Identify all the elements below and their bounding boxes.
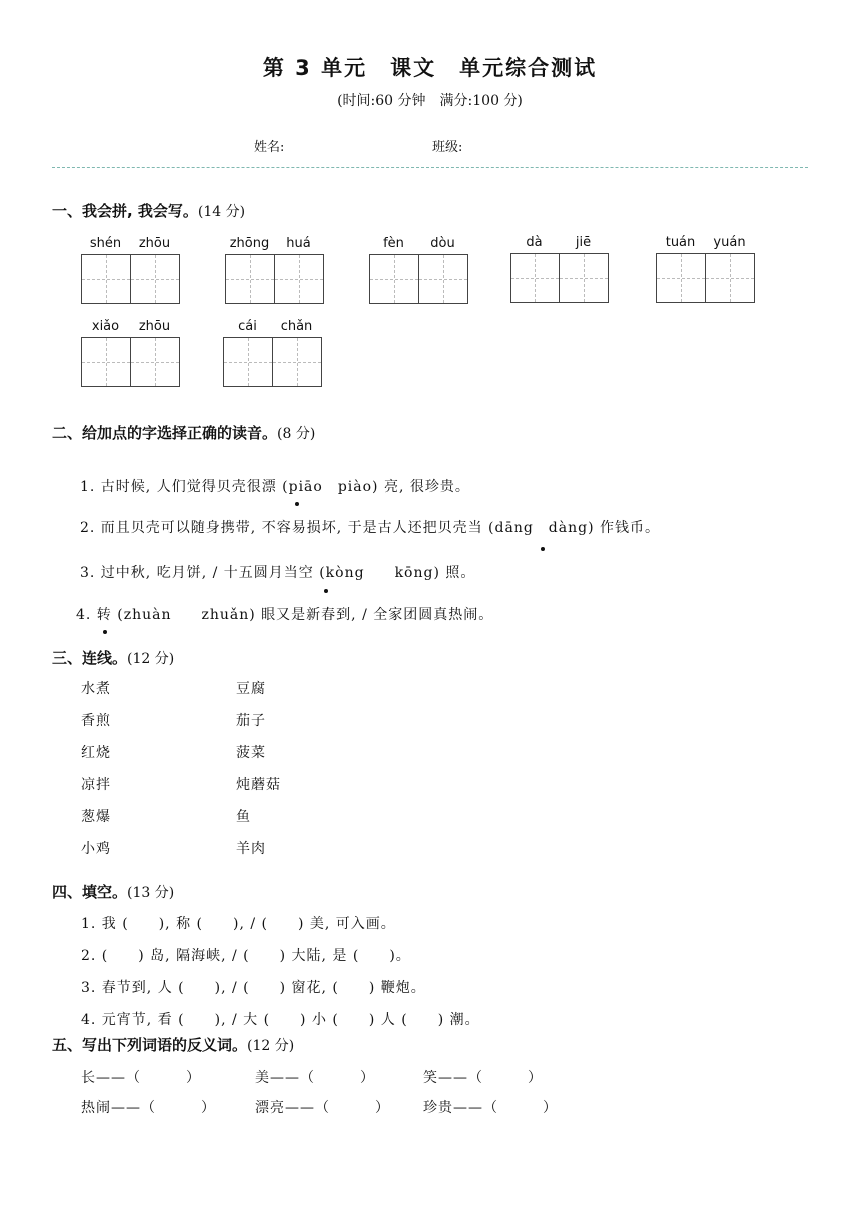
pinyin-label: fèn (383, 236, 404, 251)
pinyin-group (369, 236, 467, 304)
section3-title: 三、连线。 (52, 649, 128, 667)
fill-blank-item[interactable]: 3. 春节到, 人 ( ), / ( ) 窗花, ( ) 鞭炮。 (81, 980, 426, 996)
emphasis-dot (295, 502, 299, 506)
pinyin-label: tuán (665, 235, 696, 250)
match-right-item[interactable]: 豆腐 (236, 681, 266, 697)
section1-heading (52, 200, 245, 221)
writing-box[interactable] (656, 253, 706, 303)
pinyin-group (225, 236, 323, 304)
writing-box[interactable] (510, 253, 560, 303)
antonym-item[interactable]: 美——（ ） (255, 1070, 375, 1086)
match-right-item[interactable]: 炖蘑菇 (236, 777, 281, 793)
match-left-item[interactable]: 小鸡 (81, 841, 111, 857)
pinyin-label: dòu (430, 236, 455, 251)
pinyin-label: zhōng (229, 236, 270, 251)
section5-title: 五、写出下列词语的反义词。 (52, 1036, 248, 1054)
writing-box[interactable] (274, 254, 324, 304)
pinyin-group (81, 236, 179, 304)
divider (52, 167, 808, 168)
question-item: 1. 古时候, 人们觉得贝壳很漂 (piāo piào) 亮, 很珍贵。 (80, 479, 470, 495)
writing-box[interactable] (559, 253, 609, 303)
writing-box[interactable] (705, 253, 755, 303)
match-left-item[interactable]: 葱爆 (81, 809, 111, 825)
class-label: 班级: (432, 140, 463, 155)
question-item: 3. 过中秋, 吃月饼, / 十五圆月当空 (kòng kōng) 照。 (80, 565, 476, 581)
section3-points: (12 分) (127, 651, 175, 667)
writing-box[interactable] (81, 254, 131, 304)
pinyin-label: zhōu (138, 236, 171, 251)
writing-box[interactable] (418, 254, 468, 304)
pinyin-label: shén (89, 236, 122, 251)
match-left-item[interactable]: 香煎 (81, 713, 111, 729)
emphasis-dot (324, 589, 328, 593)
match-left-item[interactable]: 红烧 (81, 745, 111, 761)
pinyin-group (223, 319, 321, 387)
section5-heading (52, 1034, 294, 1055)
emphasis-dot (103, 630, 107, 634)
name-label: 姓名: (254, 140, 285, 155)
match-left-item[interactable]: 水煮 (81, 681, 111, 697)
pinyin-label: yuán (713, 235, 746, 250)
pinyin-group (510, 235, 608, 303)
section1-title: 一、我会拼, 我会写。 (52, 202, 198, 220)
section5-points: (12 分) (247, 1038, 295, 1054)
fill-blank-item[interactable]: 2. ( ) 岛, 隔海峡, / ( ) 大陆, 是 ( )。 (81, 948, 411, 964)
section4-title: 四、填空。 (52, 883, 128, 901)
match-left-item[interactable]: 凉拌 (81, 777, 111, 793)
emphasis-dot (541, 547, 545, 551)
pinyin-label: chǎn (280, 319, 313, 334)
section4-heading (52, 881, 174, 902)
pinyin-label: dà (526, 235, 543, 250)
exam-meta: (时间:60 分钟 满分:100 分) (337, 93, 523, 109)
fill-blank-item[interactable]: 1. 我 ( ), 称 ( ), / ( ) 美, 可入画。 (81, 916, 396, 932)
writing-box[interactable] (81, 337, 131, 387)
antonym-item[interactable]: 珍贵——（ ） (423, 1100, 558, 1116)
page-title: 第 3 单元 课文 单元综合测试 (262, 56, 598, 80)
section1-points: (14 分) (197, 204, 246, 220)
match-right-item[interactable]: 鱼 (236, 809, 251, 825)
writing-box[interactable] (369, 254, 419, 304)
question-item: 2. 而且贝壳可以随身携带, 不容易损坏, 于是古人还把贝壳当 (dāng dàng) 作钱币。 (80, 520, 661, 536)
pinyin-label: xiǎo (91, 319, 120, 334)
antonym-item[interactable]: 漂亮——（ ） (255, 1100, 390, 1116)
match-right-item[interactable]: 茄子 (236, 713, 266, 729)
section4-points: (13 分) (127, 885, 175, 901)
antonym-item[interactable]: 笑——（ ） (423, 1070, 543, 1086)
writing-box[interactable] (225, 254, 275, 304)
match-right-item[interactable]: 菠菜 (236, 745, 266, 761)
section2-heading (52, 422, 315, 443)
writing-box[interactable] (130, 337, 180, 387)
fill-blank-item[interactable]: 4. 元宵节, 看 ( ), / 大 ( ) 小 ( ) 人 ( ) 潮。 (81, 1012, 480, 1028)
pinyin-label: cái (238, 319, 257, 334)
section2-title: 二、给加点的字选择正确的读音。 (52, 424, 278, 442)
pinyin-label: jiē (575, 235, 592, 250)
pinyin-group (656, 235, 754, 303)
writing-box[interactable] (272, 337, 322, 387)
antonym-item[interactable]: 热闹——（ ） (81, 1100, 216, 1116)
antonym-item[interactable]: 长——（ ） (81, 1070, 201, 1086)
question-item: 4. 转 (zhuàn zhuǎn) 眼又是新春到, / 全家团圆真热闹。 (76, 607, 494, 623)
pinyin-label: huá (286, 236, 311, 251)
pinyin-group (81, 319, 179, 387)
section2-points: (8 分) (277, 426, 316, 442)
pinyin-label: zhōu (138, 319, 171, 334)
writing-box[interactable] (130, 254, 180, 304)
section3-heading (52, 647, 174, 668)
match-right-item[interactable]: 羊肉 (236, 841, 266, 857)
writing-box[interactable] (223, 337, 273, 387)
